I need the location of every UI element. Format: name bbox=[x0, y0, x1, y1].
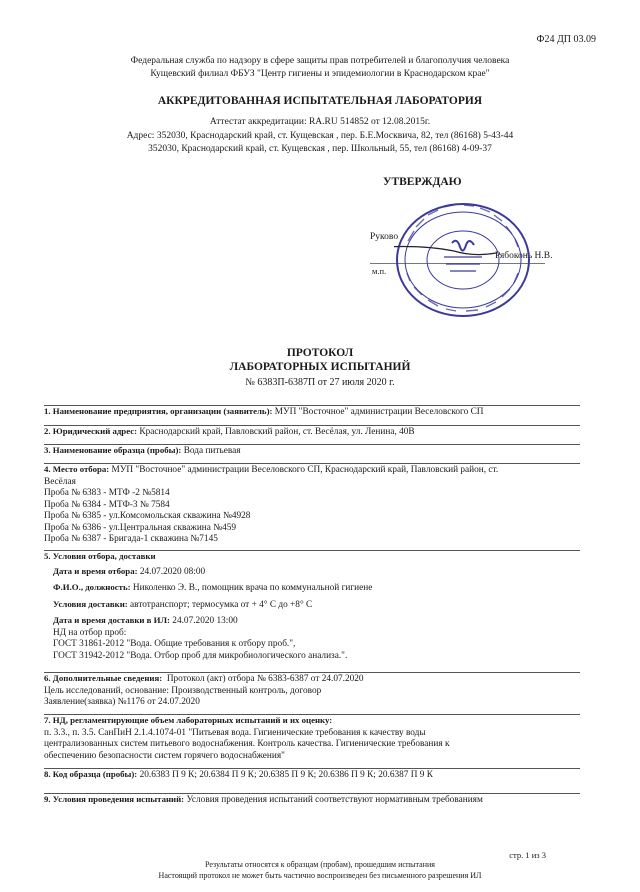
section-6-line-3: Заявление(заявка) №1176 от 24.07.2020 bbox=[44, 697, 200, 707]
approver-name: Рябоконь Н.В. bbox=[495, 251, 553, 261]
nd-item: ГОСТ 31942-2012 "Вода. Отбор проб для микробиологического анализа.". bbox=[53, 650, 348, 661]
nd-item: ГОСТ 31861-2012 "Вода. Общие требования к отбору проб.", bbox=[53, 639, 296, 649]
sample-item: Проба № 6387 - Бригада-1 скважина №7145 bbox=[44, 534, 218, 544]
address-2: 352030, Краснодарский край, ст. Кущевская , пер. Школьный, 55, тел (86168) 4-09-37 bbox=[148, 144, 492, 154]
protocol-title: ПРОТОКОЛ bbox=[286, 347, 354, 359]
section-1-value: МУП "Восточное" администрации Веселовского СП bbox=[274, 407, 484, 417]
section-5 bbox=[44, 550, 580, 662]
stamp-seal-icon bbox=[394, 201, 532, 319]
section-7-line-1: п. 3.3., п. 3.5. СанПиН 2.1.4.1074-01 "Питьевая вода. Гигиенические требования к качеству воды bbox=[44, 727, 426, 738]
section-8-label: 8. Код образца (пробы): bbox=[44, 769, 138, 779]
section-8 bbox=[44, 768, 580, 782]
section-3 bbox=[44, 444, 580, 458]
section-6 bbox=[44, 672, 580, 709]
section-5-label: 5. Условия отбора, доставки bbox=[44, 551, 156, 561]
lab-title: АККРЕДИТОВАННАЯ ИСПЫТАТЕЛЬНАЯ ЛАБОРАТОРИЯ bbox=[157, 95, 483, 107]
section-6-label: 6. Дополнительные сведения: bbox=[44, 673, 163, 683]
mp-label: м.п. bbox=[372, 266, 387, 276]
delivery-conditions-value: автотранспорт; термосумка от + 4° С до +8° С bbox=[130, 599, 313, 610]
section-7-line-2: централизованных систем питьевого водоснабжения. Контроль качества. Гигиенические требования к bbox=[44, 739, 450, 749]
sample-item: Проба № 6386 - ул.Центральная скважина №459 bbox=[44, 522, 237, 533]
section-4-value: МУП "Восточное" администрации Веселовского СП, Краснодарский край, Павловский район, ст. bbox=[111, 465, 499, 475]
sample-item: Проба № 6383 - МТФ -2 №5814 bbox=[44, 488, 170, 498]
org-line-1: Федеральная служба по надзору в сфере защиты прав потребителей и благополучия человека bbox=[130, 56, 510, 66]
accreditation: Аттестат аккредитации: RA.RU 514852 от 12.08.2015г. bbox=[209, 117, 431, 127]
section-7 bbox=[44, 714, 580, 762]
sampling-date-label: Дата и время отбора: bbox=[53, 565, 138, 576]
footer-note-2: Настоящий протокол не может быть частично воспроизведен без письменного разрешения ИЛ bbox=[158, 871, 482, 880]
section-1 bbox=[44, 405, 580, 419]
nd-title: НД на отбор проб: bbox=[53, 627, 127, 638]
sample-item: Проба № 6385 - ул.Комсомольская скважина №4928 bbox=[44, 511, 251, 521]
section-6-line-2: Цель исследований, основание: Производственный контроль, договор bbox=[44, 685, 322, 696]
approval-role: Руково bbox=[370, 232, 399, 242]
section-9 bbox=[44, 793, 580, 807]
delivery-conditions-label: Условия доставки: bbox=[53, 598, 128, 609]
section-9-value: Условия проведения испытаний соответствуют нормативным требованиям bbox=[186, 795, 483, 805]
section-4-label: 4. Место отбора: bbox=[44, 464, 110, 474]
section-2-value: Краснодарский край, Павловский район, ст. Весёлая, ул. Ленина, 40В bbox=[139, 427, 415, 437]
form-code: Ф24 ДП 03.09 bbox=[536, 34, 596, 45]
section-3-label: 3. Наименование образца (пробы): bbox=[44, 445, 182, 455]
fio-label: Ф.И.О., должность: bbox=[53, 582, 131, 592]
org-line-2: Кущевский филиал ФБУЗ "Центр гигиены и эпидемиологии в Краснодарском крае" bbox=[150, 69, 490, 79]
protocol-number: № 6383П-6387П от 27 июля 2020 г. bbox=[245, 377, 395, 388]
sample-item: Проба № 6384 - МТФ-3 № 7584 bbox=[44, 499, 170, 510]
sampling-date-value: 24.07.2020 08:00 bbox=[139, 566, 206, 577]
section-8-value: 20.6383 П 9 К; 20.6384 П 9 К; 20.6385 П 9 К; 20.6386 П 9 К; 20.6387 П 9 К bbox=[139, 770, 433, 780]
section-4 bbox=[44, 463, 580, 546]
address-1: Адрес: 352030, Краснодарский край, ст. Кущевская , пер. Б.Е.Москвича, 82, тел (86168) 5-43-44 bbox=[126, 131, 514, 141]
section-9-label: 9. Условия проведения испытаний: bbox=[44, 794, 185, 804]
section-7-line-3: обеспечению безопасности систем горячего водоснабжения" bbox=[44, 750, 285, 761]
section-6-value: Протокол (акт) отбора № 6383-6387 от 24.07.2020 bbox=[166, 674, 364, 684]
section-2-label: 2. Юридический адрес: bbox=[44, 426, 138, 436]
section-7-label: 7. НД, регламентирующие объем лабораторных испытаний и их оценку: bbox=[44, 715, 333, 725]
page-number: стр. 1 из 3 bbox=[509, 850, 546, 860]
approval-title: УТВЕРЖДАЮ bbox=[383, 176, 462, 188]
delivery-date-label: Дата и время доставки в ИЛ: bbox=[53, 615, 170, 625]
section-4-value-2: Весёлая bbox=[44, 476, 76, 487]
delivery-date-value: 24.07.2020 13:00 bbox=[172, 616, 238, 626]
section-1-label: 1. Наименование предприятия, организации (заявитель): bbox=[44, 406, 273, 416]
footer-note-1: Результаты относятся к образцам (пробам), прошедшим испытания bbox=[205, 860, 435, 869]
protocol-subtitle: ЛАБОРАТОРНЫХ ИСПЫТАНИЙ bbox=[229, 361, 411, 373]
section-3-value: Вода питьевая bbox=[183, 446, 241, 456]
section-2 bbox=[44, 425, 580, 439]
fio-value: Николенко Э. В., помощник врача по коммунальной гигиене bbox=[132, 583, 373, 593]
